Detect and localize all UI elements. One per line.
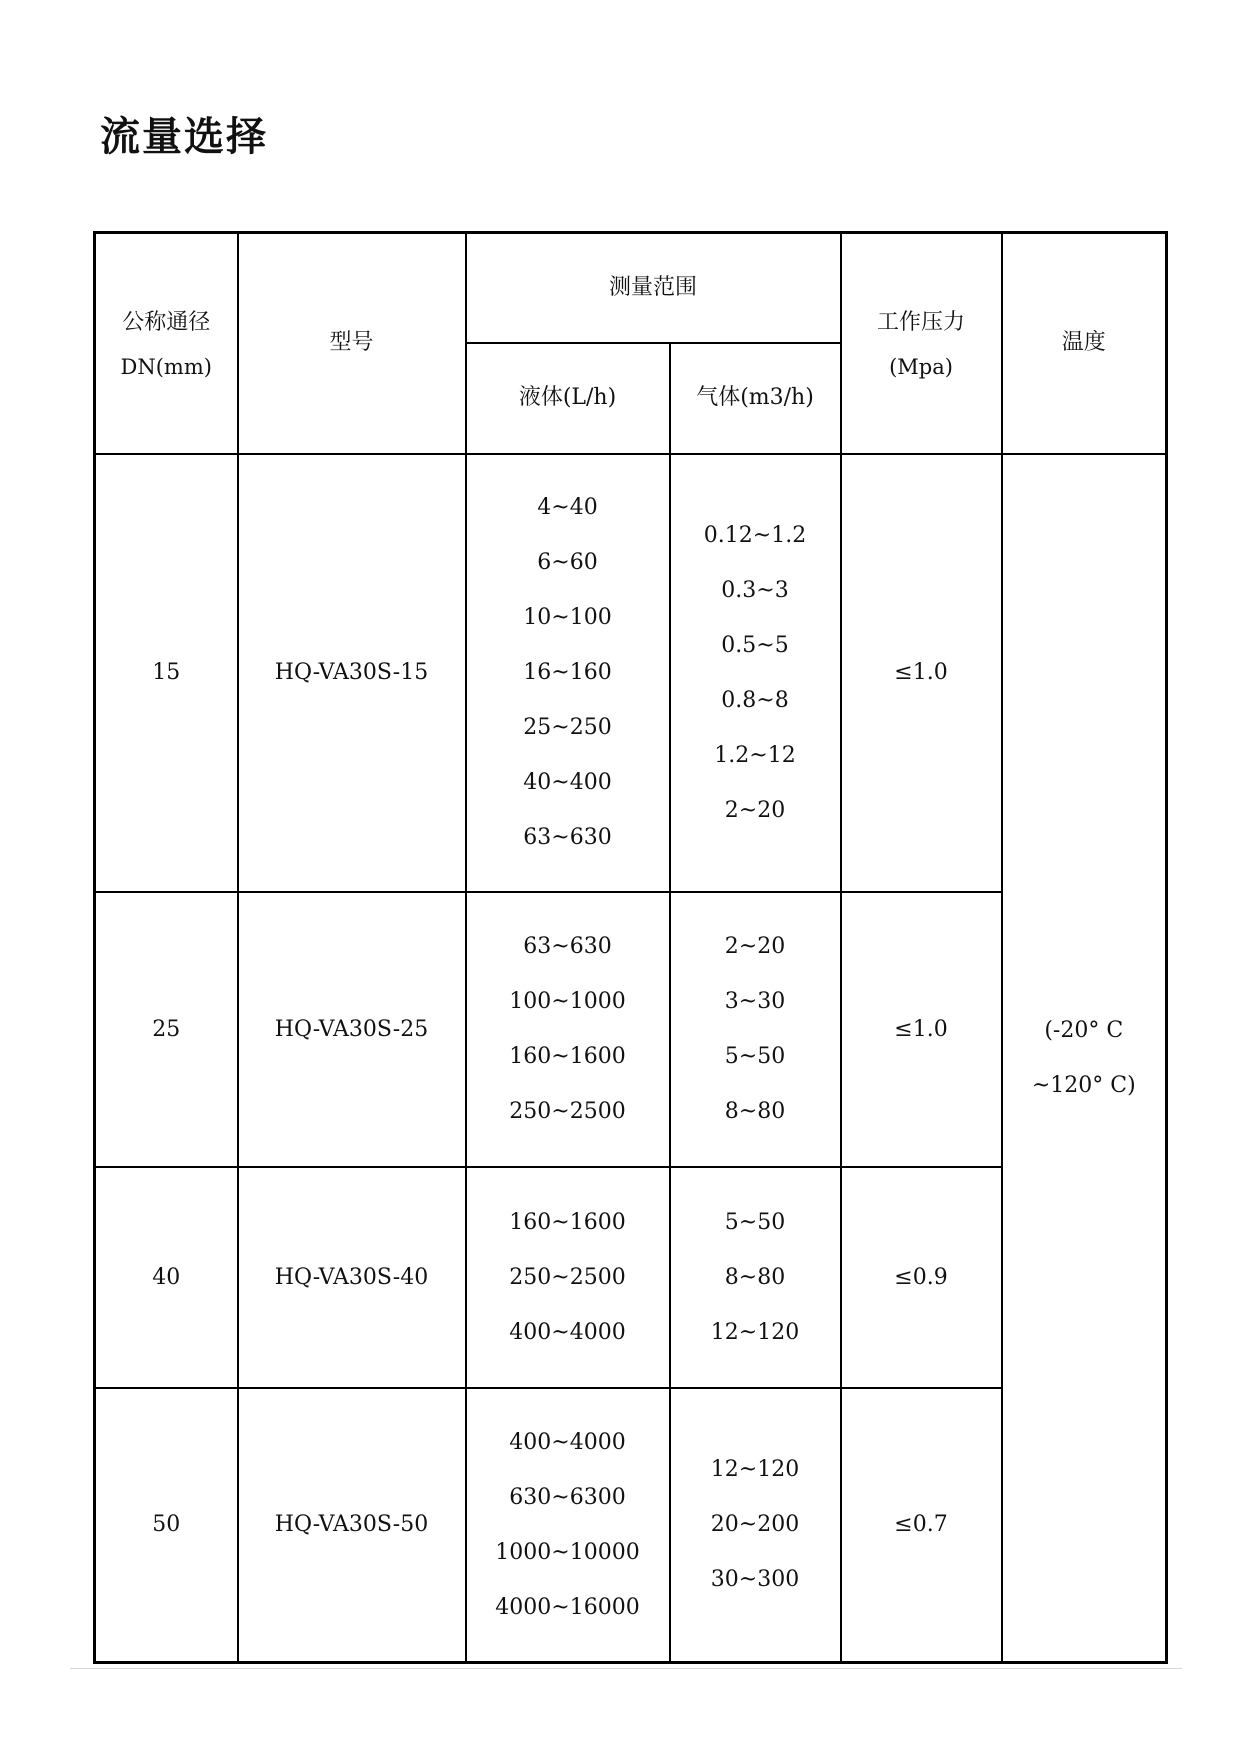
pressure-cell: ≤0.7 (841, 1388, 1002, 1663)
header-measuring-range: 测量范围 (466, 233, 841, 343)
pressure-cell: ≤1.0 (841, 454, 1002, 892)
header-row (95, 233, 1167, 343)
liquid-range-value: 40~400 (523, 770, 612, 795)
dn-cell: 25 (95, 892, 238, 1167)
dn-cell: 40 (95, 1167, 238, 1388)
model-cell: HQ-VA30S-25 (238, 892, 466, 1167)
liquid-range-value: 4000~16000 (495, 1594, 640, 1620)
gas-range-value: 0.12~1.2 (703, 522, 807, 548)
gas-range-value: 5~50 (724, 1044, 786, 1069)
liquid-range-value: 63~630 (523, 825, 612, 850)
gas-range-value: 5~50 (724, 1209, 786, 1235)
temperature-cell (1002, 454, 1167, 1663)
header-dn (95, 233, 238, 454)
gas-range-cell (670, 454, 841, 892)
dn-cell: 15 (95, 454, 238, 892)
gas-range-value: 12~120 (710, 1319, 800, 1345)
header-pressure-unit: (Mpa) (889, 355, 953, 380)
gas-range-value: 8~80 (724, 1099, 786, 1124)
header-dn-unit: DN(mm) (120, 355, 212, 380)
gas-range-value: 20~200 (710, 1512, 800, 1538)
liquid-range-value: 10~100 (523, 605, 612, 630)
gas-range-value: 0.3~3 (721, 577, 789, 603)
gas-range-value: 1.2~12 (714, 742, 796, 768)
model-cell: HQ-VA30S-15 (238, 454, 466, 892)
flow-selection-table (93, 231, 1168, 1664)
liquid-range-cell (466, 892, 670, 1167)
liquid-range-value: 6~60 (537, 550, 598, 575)
header-temperature: 温度 (1002, 233, 1167, 454)
header-model: 型号 (238, 233, 466, 454)
header-pressure-label: 工作压力 (877, 310, 966, 336)
liquid-range-value: 160~1600 (509, 1209, 626, 1235)
liquid-range-value: 4~40 (537, 495, 598, 520)
table-row (95, 454, 1167, 892)
header-liquid: 液体(L/h) (466, 343, 670, 454)
gas-range-cell (670, 1388, 841, 1663)
temperature-value-line1: (-20° C (1044, 1017, 1124, 1043)
dn-cell: 50 (95, 1388, 238, 1663)
pressure-cell: ≤1.0 (841, 892, 1002, 1167)
page-title: 流量选择 (100, 114, 268, 160)
header-dn-label: 公称通径 (122, 310, 211, 336)
model-cell: HQ-VA30S-40 (238, 1167, 466, 1388)
liquid-range-value: 250~2500 (509, 1264, 626, 1290)
gas-range-value: 30~300 (710, 1567, 800, 1593)
header-gas: 气体(m3/h) (670, 343, 841, 454)
gas-range-value: 2~20 (724, 797, 786, 823)
liquid-range-value: 63~630 (523, 934, 612, 959)
liquid-range-cell (466, 1167, 670, 1388)
liquid-range-value: 250~2500 (509, 1099, 626, 1124)
temperature-value-line2: ~120° C) (1031, 1072, 1136, 1098)
liquid-range-value: 1000~10000 (495, 1539, 640, 1565)
liquid-range-value: 100~1000 (509, 989, 626, 1014)
model-cell: HQ-VA30S-50 (238, 1388, 466, 1663)
gas-range-value: 0.5~5 (721, 632, 789, 658)
gas-range-value: 3~30 (724, 989, 786, 1014)
liquid-range-value: 400~4000 (509, 1429, 626, 1455)
gas-range-value: 0.8~8 (721, 687, 789, 713)
liquid-range-cell (466, 1388, 670, 1663)
liquid-range-value: 400~4000 (509, 1319, 626, 1345)
gas-range-cell (670, 1167, 841, 1388)
gas-range-value: 12~120 (710, 1457, 800, 1483)
gas-range-value: 2~20 (724, 934, 786, 959)
gas-range-cell (670, 892, 841, 1167)
pressure-cell: ≤0.9 (841, 1167, 1002, 1388)
liquid-range-value: 16~160 (523, 660, 612, 685)
header-pressure (841, 233, 1002, 454)
gas-range-value: 8~80 (724, 1264, 786, 1290)
footer-divider (70, 1668, 1182, 1669)
liquid-range-value: 630~6300 (509, 1484, 626, 1510)
liquid-range-value: 25~250 (523, 715, 612, 740)
liquid-range-cell (466, 454, 670, 892)
liquid-range-value: 160~1600 (509, 1044, 626, 1069)
